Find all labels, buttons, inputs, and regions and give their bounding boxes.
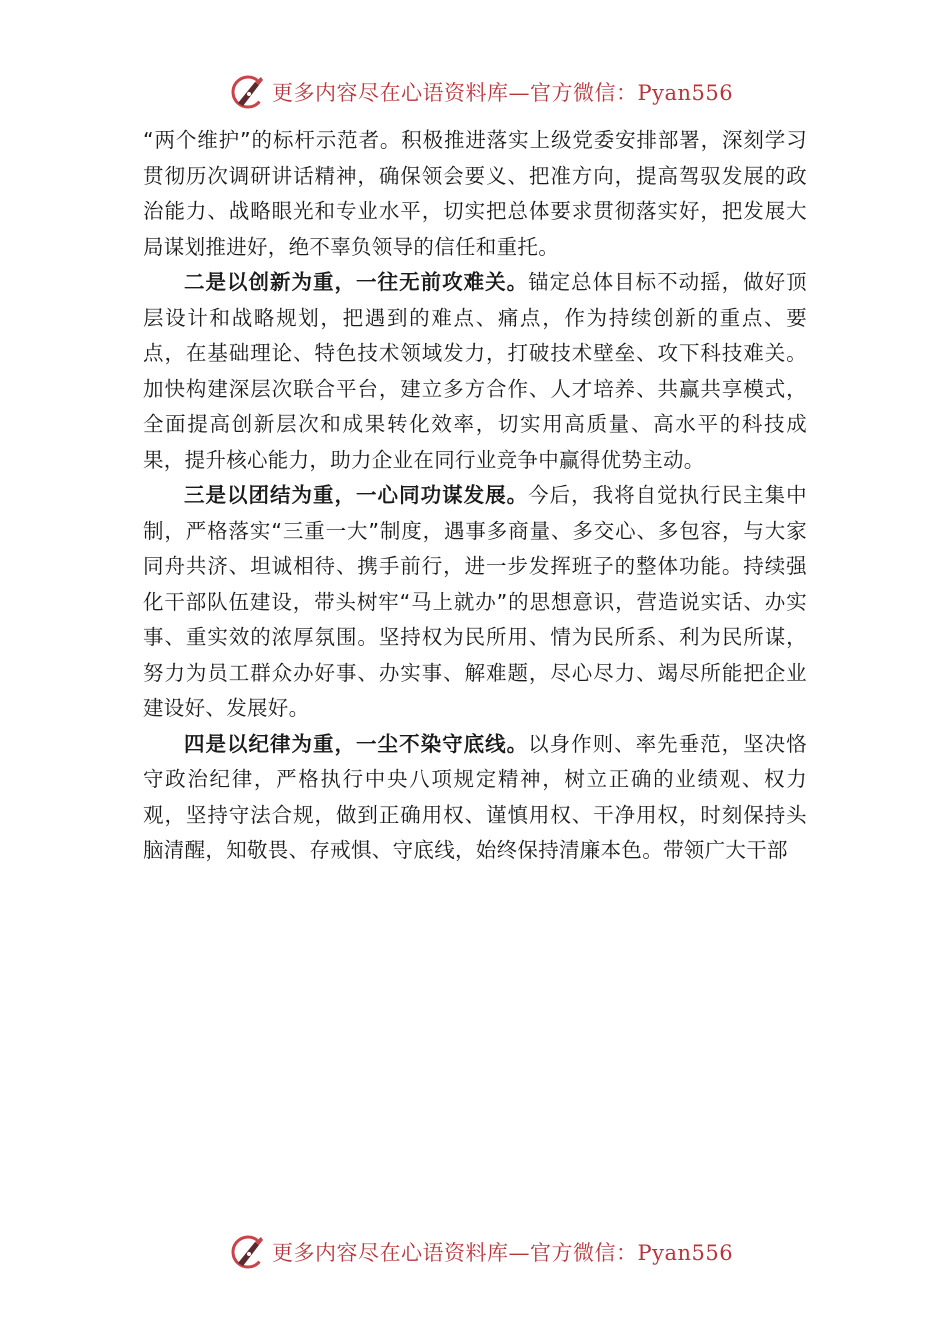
- paragraph-innovation: [143, 265, 807, 478]
- banner-main-text: 更多内容尽在心语资料库: [272, 81, 509, 105]
- paragraph-text: 锚定总体目标不动摇，做好顶层设计和战略规划，把遇到的难点、痛点，作为持续创新的重点、要点，在基础理论、特色技术领域发力，打破技术壁垒、攻下科技难关。加快构建深层次联合平台，建立多方合作、人才培养、共赢共享模式，全面提高创新层次和成果转化效率，切实用高质量、高水平的科技成果，提升核心能力，助力企业在同行业竞争中赢得优势主动。: [143, 270, 807, 472]
- banner-text: [272, 1237, 733, 1267]
- banner-main-text: 更多内容尽在心语资料库: [272, 1241, 509, 1265]
- paragraph-lead: 四是以纪律为重，一尘不染守底线。: [184, 731, 529, 756]
- banner-sub-text: 官方微信：: [530, 1241, 638, 1265]
- fountain-pen-logo-icon: [228, 72, 268, 112]
- wechat-id: Pyan556: [637, 1241, 734, 1265]
- paragraph-lead: 二是以创新为重，一往无前攻难关。: [184, 270, 529, 294]
- header-banner: [228, 72, 734, 112]
- wechat-id: Pyan556: [637, 81, 734, 105]
- document-body: [143, 123, 807, 869]
- banner-sub-text: 官方微信：: [530, 81, 638, 105]
- paragraph-discipline: [143, 727, 807, 869]
- banner-separator: —: [508, 81, 530, 105]
- paragraph-text: “两个维护”的标杆示范者。积极推进落实上级党委安排部署，深刻学习贯彻历次调研讲话精神，确保领会要义、把准方向，提高驾驭发展的政治能力、战略眼光和专业水平，切实把总体要求贯彻落实好，把发展大局谋划推进好，绝不辜负领导的信任和重托。: [143, 128, 807, 259]
- fountain-pen-logo-icon: [228, 1232, 268, 1272]
- paragraph-lead: 三是以团结为重，一心同功谋发展。: [184, 483, 529, 507]
- paragraph-continuation: [143, 123, 807, 265]
- paragraph-text: 以身作则、率先垂范，坚决恪守政治纪律，严格执行中央八项规定精神，树立正确的业绩观、权力观，坚持守法合规，做到正确用权、谨慎用权、干净用权，时刻保持头脑清醒，知敬畏、存戒惧、守底线，始终保持清廉本色。带领广大干部: [143, 731, 807, 862]
- paragraph-unity: [143, 478, 807, 727]
- footer-banner: [228, 1232, 734, 1272]
- banner-text: [272, 77, 733, 107]
- banner-separator: —: [508, 1241, 530, 1265]
- paragraph-text: 今后，我将自觉执行民主集中制，严格落实“三重一大”制度，遇事多商量、多交心、多包容，与大家同舟共济、坦诚相待、携手前行，进一步发挥班子的整体功能。持续强化干部队伍建设，带头树牢“马上就办”的思想意识，营造说实话、办实事、重实效的浓厚氛围。坚持权为民所用、情为民所系、利为民所谋，努力为员工群众办好事、办实事、解难题，尽心尽力、竭尽所能把企业建设好、发展好。: [143, 483, 807, 720]
